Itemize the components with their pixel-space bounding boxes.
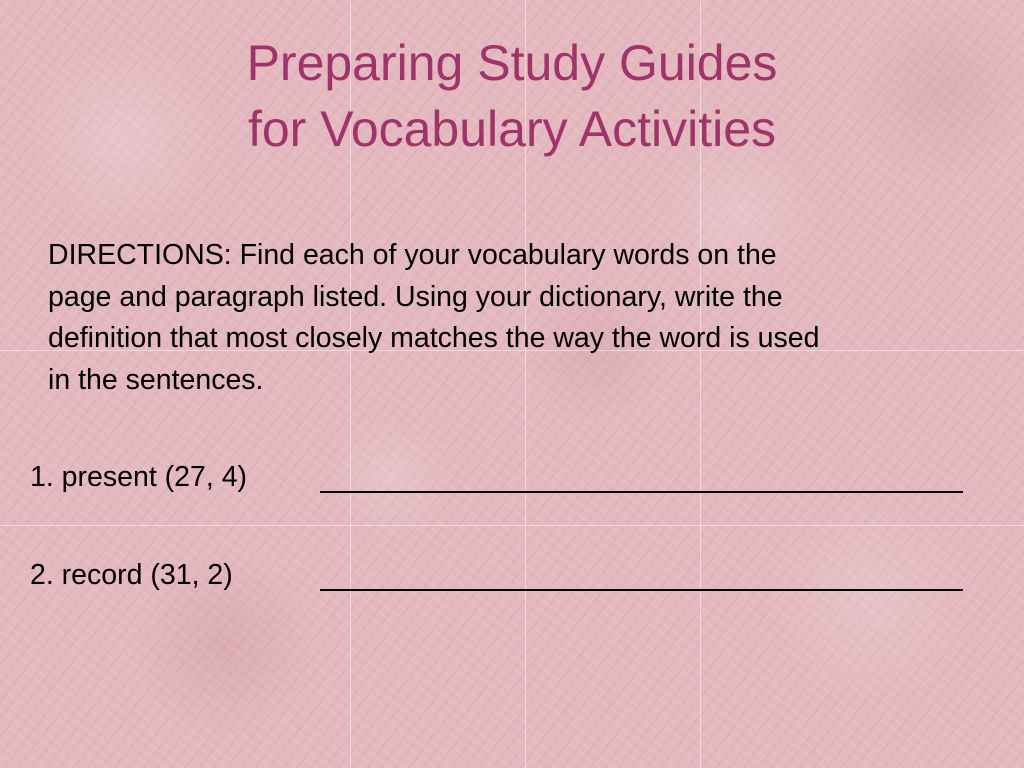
tile-seam [0,525,1024,526]
vocab-item-label: 1. present (27, 4) [30,461,248,493]
directions-line-1: DIRECTIONS: Find each of your vocabulary words on the [48,239,777,271]
vocab-item-present [30,457,990,497]
directions-text [48,235,988,401]
directions-line-3: definition that most closely matches the way the word is used [48,322,820,354]
vocab-item-label: 2. record (31, 2) [30,559,233,591]
slide-title [0,30,1024,162]
vocab-item-record [30,555,990,595]
directions-line-2: page and paragraph listed. Using your dictionary, write the [48,280,783,313]
directions-line-4: in the sentences. [48,363,264,396]
answer-blank-line [320,589,963,591]
slide-title-line-1: Preparing Study Guides [246,35,778,91]
answer-blank-line [320,491,963,493]
slide-title-line-2: for Vocabulary Activities [247,101,777,157]
